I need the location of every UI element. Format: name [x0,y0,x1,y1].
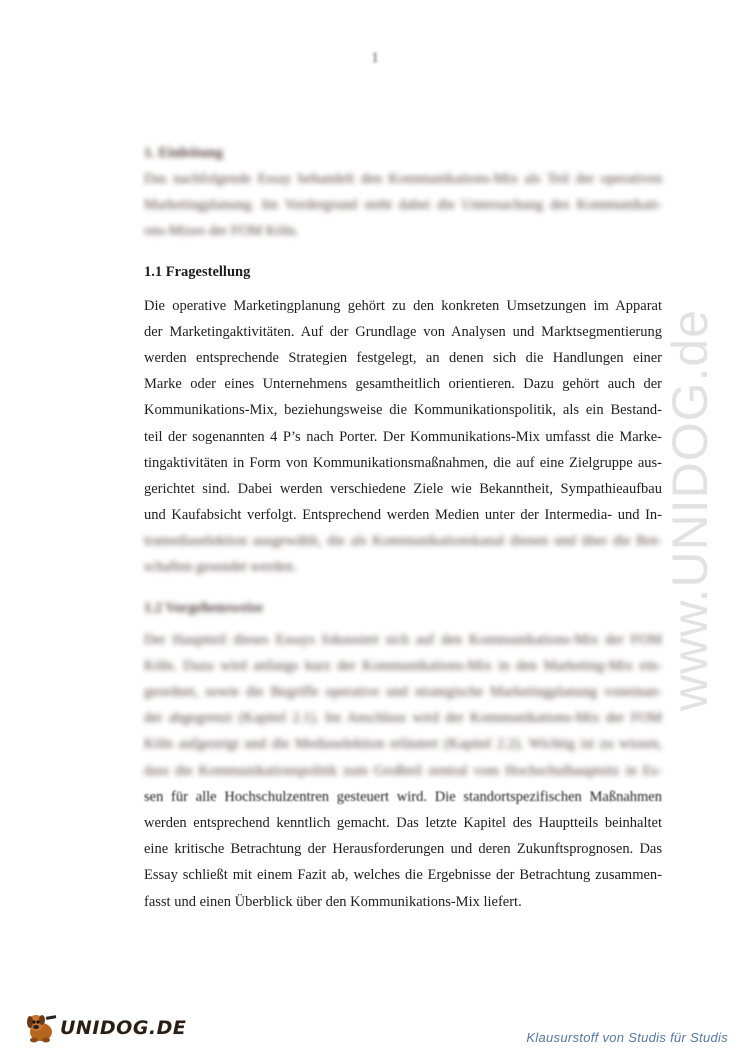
text-line: der abgegrenzt (Kapitel 2.1). Im Anschluss wird der Kommunikations-Mix der FOM [144,710,662,727]
text-line: Die operative Marketingplanung gehört zu den konkreten Umsetzungen im Apparat [144,297,662,314]
text-line: Köln aufgezeigt und die Mediaselektion erläutert (Kapitel 2.2). Wichtig ist zu wissen, [144,736,662,753]
text-line: dass die Kommunikationspolitik zum Großteil zentral vom Hochschulhauptsitz in Es- [144,762,662,779]
text-line: Der Hauptteil dieses Essays fokussiert sich auf den Kommunikations-Mix der FOM [144,631,662,648]
text-line: Marketingplanung. Im Vordergrund steht dabei die Untersuchung des Kommunikati- [144,197,662,214]
section-vorgehensweise [144,595,662,915]
text-line: der Marketingaktivitäten. Auf der Grundlage von Analysen und Marktsegmentierung [144,323,662,340]
dog-mascot-icon [22,1010,58,1046]
document-body [144,140,662,915]
text-line: und Kaufabsicht verfolgt. Entsprechend werden Medien unter der Intermedia- und In- [144,507,662,524]
section-paragraph [144,627,662,915]
text-line: werden entsprechende Strategien festgelegt, an denen sich die Handlungen einer [144,349,662,366]
text-line: gerichtet sind. Dabei werden verschiedene Ziele wie Bekanntheit, Sympathieaufbau [144,480,662,497]
logo-text: UNIDOG.DE [60,1017,187,1039]
text-line: tramediaselektion ausgewählt, die als Kommunikationskanal dienen und über die Bot- [144,533,662,550]
text-line: Köln. Dazu wird anfangs kurz der Kommunikations-Mix in den Marketing-Mix ein- [144,657,662,674]
text-line: Essay schließt mit einem Fazit ab, welches die Ergebnisse der Betrachtung zusammen- [144,867,662,884]
page-number: 1 [371,50,379,66]
text-line: werden entsprechend kenntlich gemacht. Das letzte Kapitel des Hauptteils beinhaltet [144,814,662,831]
watermark [650,280,730,740]
section-fragestellung [144,259,662,581]
section-paragraph [144,166,662,245]
text-line: Kommunikations-Mix, beziehungsweise die Kommunikationspolitik, als ein Bestand- [144,402,662,419]
text-line: Marke oder eines Unternehmens gesamtheitlich orientieren. Dazu gehört auch der [144,376,662,393]
footer-tagline: Klausurstoff von Studis für Studis [526,1030,728,1045]
text-line: Das nachfolgende Essay behandelt den Kommunikations-Mix als Teil der operativen [144,171,662,187]
section-heading: 1.2 Vorgehensweise [144,599,264,616]
text-line: ons-Mixes der FOM Köln. [144,223,299,240]
watermark-text: www.UNIDOG.de [662,309,718,711]
text-line: schaften gesendet werden. [144,559,297,576]
text-line: tingaktivitäten in Form von Kommunikationsmaßnahmen, die auf eine Zielgruppe aus- [144,454,662,471]
section-heading: 1. Einleitung [144,145,223,161]
text-line: geordnet, sowie die Begriffe operative und strategische Marketingplanung voneinan- [144,684,662,700]
section-heading: 1.1 Fragestellung [144,263,251,280]
text-line: teil der sogenannten 4 P’s nach Porter. Der Kommunikations-Mix umfasst die Marke- [144,428,662,445]
text-line: sen für alle Hochschulzentren gesteuert wird. Die standortspezifischen Maßnahmen [144,788,662,805]
unidog-logo[interactable] [22,1008,186,1048]
section-einleitung [144,140,662,245]
text-line: fasst und einen Überblick über den Kommunikations-Mix liefert. [144,893,522,910]
section-paragraph [144,293,662,581]
text-line: eine kritische Betrachtung der Herausforderungen und deren Zukunftsprognosen. Das [144,841,662,858]
